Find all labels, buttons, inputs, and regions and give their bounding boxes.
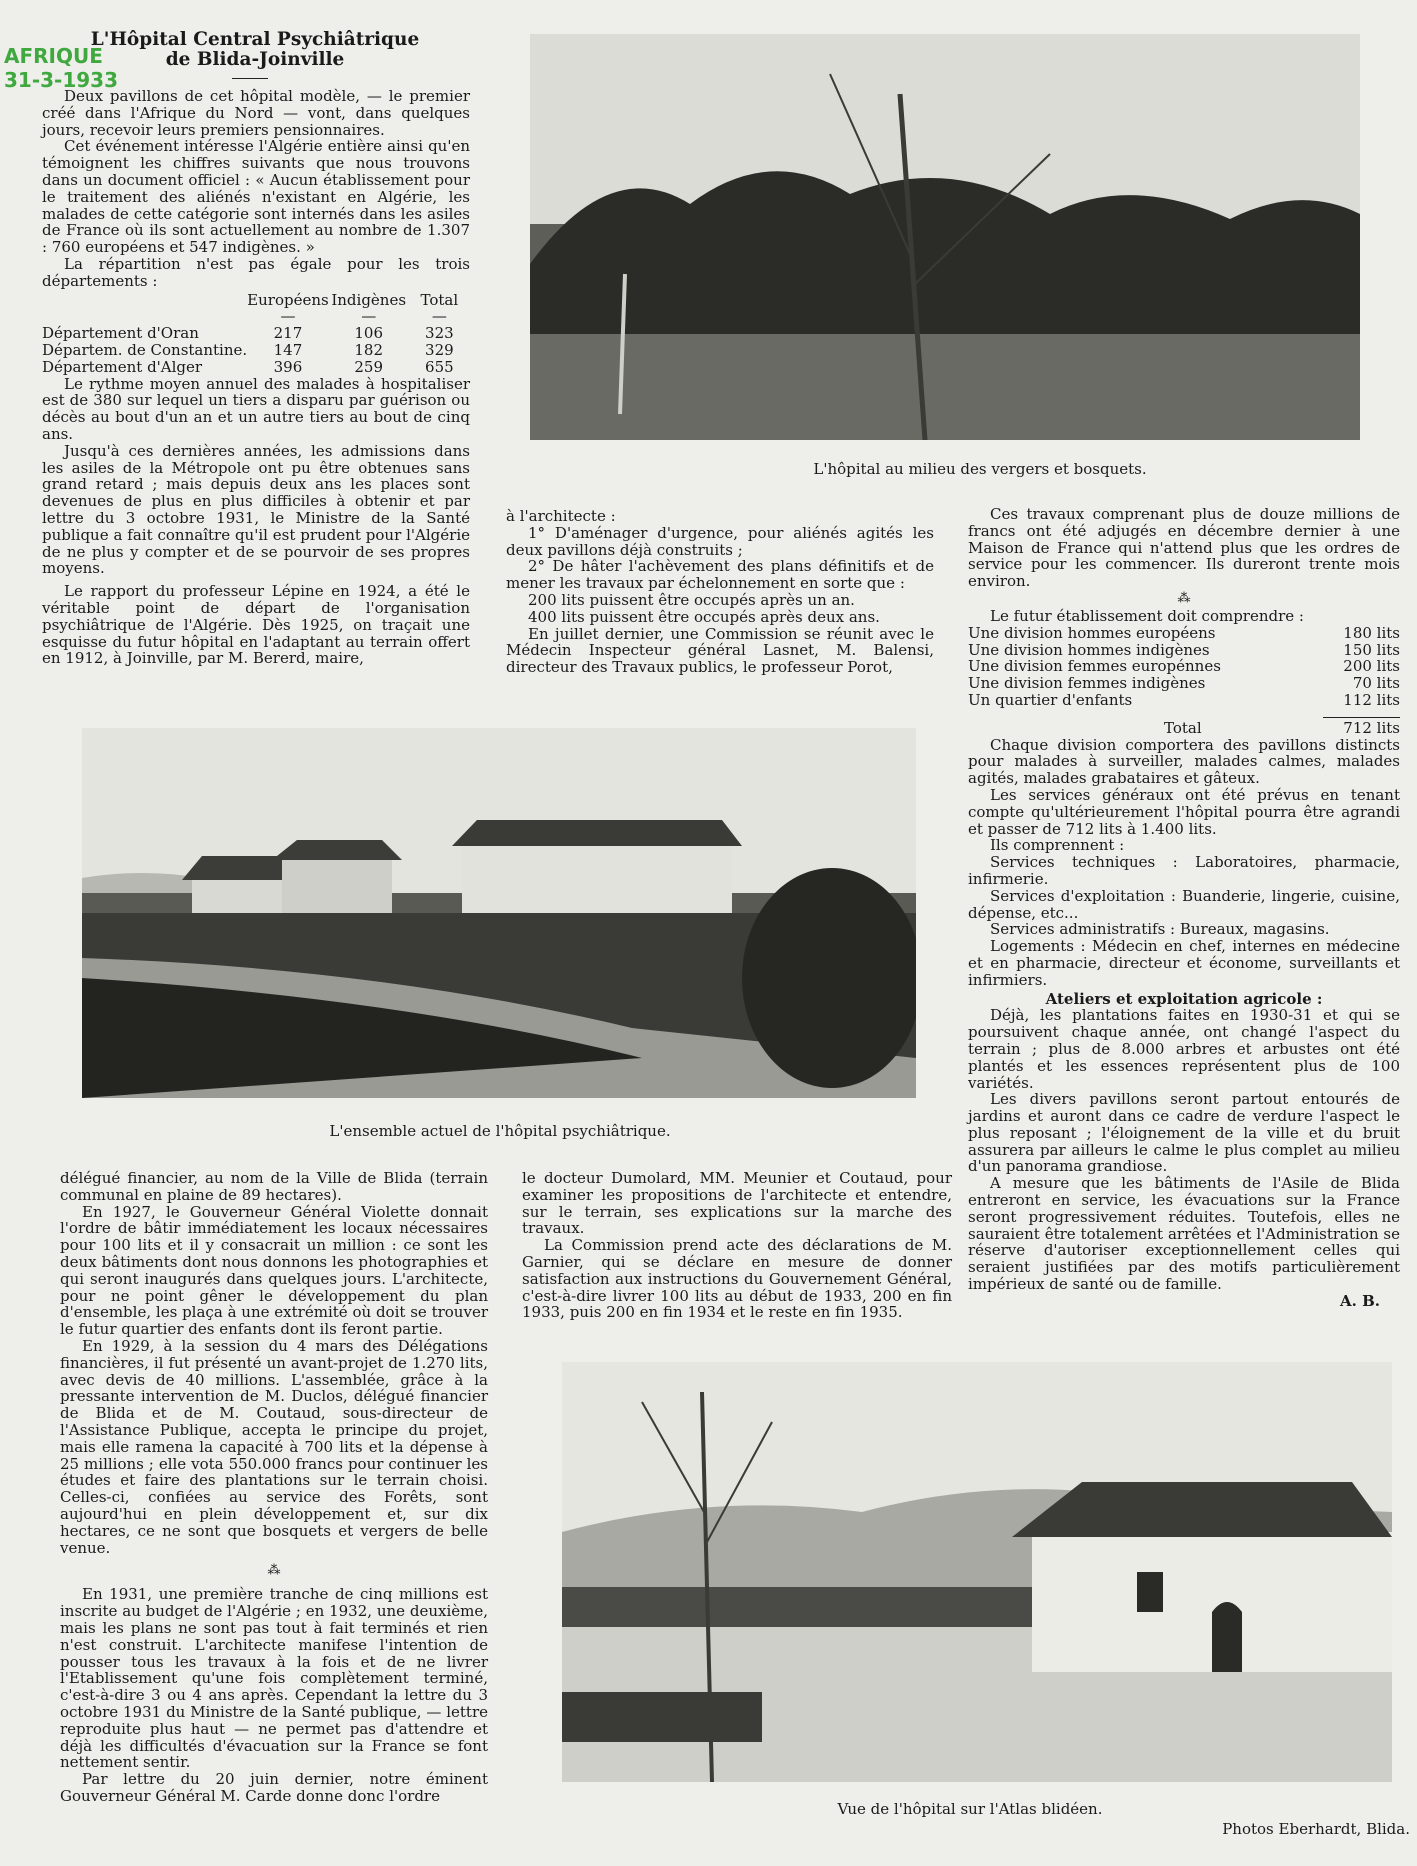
row-label: Départem. de Constantine. (42, 340, 248, 359)
table-header: Indigènes (331, 290, 407, 309)
beds-row (968, 625, 1400, 642)
column-1 (42, 88, 470, 667)
beds-label: Un quartier d'enfants (968, 690, 1133, 709)
paragraph: A mesure que les bâtiments de l'Asile de Blida entreront en service, les évacuations sur la France seront progressivement réduites. Toutefois, elles ne sauraient être totalement arrêtées et l'Administration se réserve d'autoriser exceptionnellement celles qui seraient justifiées par des motifs particulièrement impérieux de santé ou de famille. (968, 1174, 1400, 1294)
beds-label: Une division femmes europénnes (968, 657, 1221, 676)
paragraph: Logements : Médecin en chef, internes en médecine et en pharmacie, directeur et économe, surveillants et infirmiers. (968, 937, 1400, 989)
paragraph: Deux pavillons de cet hôpital modèle, — le premier créé dans l'Afrique du Nord — vont, dans quelques jours, recevoir leurs premiers pensionnaires. (42, 87, 470, 139)
list-item: 1° D'aménager d'urgence, pour aliénés agités les deux pavillons déjà construits ; (506, 523, 934, 559)
orchard-photo-caption: L'hôpital au milieu des vergers et bosquets. (813, 460, 1147, 478)
paragraph: Services administratifs : Bureaux, magasins. (990, 920, 1330, 939)
paragraph: 400 lits puissent être occupés après deux ans. (528, 607, 880, 626)
beds-total-row (968, 720, 1400, 737)
paragraph: Ces travaux comprenant plus de douze millions de francs ont été adjugés en décembre dernier à une Maison de France qui n'attend plus que les ordres de service pour les commencer. Ils dureront trente mois environ. (968, 505, 1400, 591)
beds-row (968, 692, 1400, 709)
cell: 329 (425, 340, 454, 359)
table-row (42, 325, 470, 342)
section-separator: ⁂ (267, 1563, 281, 1579)
beds-value: 112 lits (1343, 690, 1400, 709)
paragraph: Le futur établissement doit comprendre : (990, 606, 1304, 625)
beds-value: 70 lits (1352, 674, 1400, 693)
beds-value: 200 lits (1343, 657, 1400, 676)
paragraph: délégué financier, au nom de la Ville de Blida (terrain communal en plaine de 89 hectares). (60, 1169, 488, 1204)
beds-list (968, 625, 1400, 737)
article-title (80, 30, 430, 70)
departments-table: Européens Indigènes Total — — — Département d'Oran 217 106 323 Départem. de Constantine. 147 182 329 Département d'Alger 396 259 655 (42, 292, 470, 376)
beds-row (968, 658, 1400, 675)
paragraph: En juillet dernier, une Commission se réunit avec le Médecin Inspecteur général Lasnet, M. Balensi, directeur des Travaux publics, le professeur Porot, (506, 624, 934, 677)
paragraph: La Commission prend acte des déclarations de M. Garnier, qui se déclare en mesure de donner satisfaction aux instructions du Gouvernement Général, c'est-à-dire livrer 100 lits au début de 1933, 200 en fin 1933, puis 200 en fin 1934 et le reste en fin 1935. (522, 1236, 952, 1322)
paragraph: Le rythme moyen annuel des malades à hospitaliser est de 380 sur lequel un tiers a disparu par guérison ou décès au bout d'un an et un autre tiers au bout de cinq ans. (42, 374, 470, 443)
paragraph: Les divers pavillons seront partout entourés de jardins et auront dans ce cadre de verdure l'aspect le plus reposant ; l'éloignement de la ville et du bruit assurera par ailleurs le calme le plus complet au milieu d'un panorama grandiose. (968, 1090, 1400, 1176)
column-3 (968, 506, 1400, 1310)
hospital-ensemble-photo (82, 728, 916, 1098)
paragraph: En 1931, une première tranche de cinq millions est inscrite au budget de l'Algérie ; en 1932, une deuxième, mais les plans ne sont pas tout à fait terminés et rien n'est construit. L'architecte manifese l'intention de pousser tous les travaux à la fois et de ne livrer l'Etablissement qu'une fois complètement terminé, c'est-à-dire 3 ou 4 ans après. Cependant la lettre du 3 octobre 1931 du Ministre de la Santé publique, — lettre reproduite plus haut — ne permet pas d'attendre et déjà les difficultés d'évacuation sur la France se font nettement sentir. (60, 1585, 488, 1772)
beds-label: Une division femmes indigènes (968, 674, 1206, 693)
cell: 106 (354, 324, 384, 343)
table-header: Total (420, 290, 459, 309)
cell: 217 (273, 324, 303, 343)
atlas-view-caption: Vue de l'hôpital sur l'Atlas blidéen. (837, 1800, 1103, 1818)
section-heading: Ateliers et exploitation agricole : (1045, 989, 1323, 1008)
beds-value: 150 lits (1343, 640, 1400, 659)
table-header: Européens (247, 290, 329, 309)
paragraph: Le rapport du professeur Lépine en 1924, a été le véritable point de départ de l'organisation psychiâtrique de l'Algérie. Dès 1925, on traçait une esquisse du futur hôpital en l'adaptant au terrain offert en 1912, à Joinville, par M. Bererd, maire, (42, 582, 470, 668)
table-header-row (42, 292, 470, 309)
stamp-date: 31-3-1933 (4, 68, 119, 92)
table-row (42, 342, 470, 359)
column-2 (506, 508, 934, 676)
beds-total-label: Total (1164, 718, 1202, 737)
stamp-source: AFRIQUE (4, 44, 103, 68)
orchard-photo (530, 34, 1360, 440)
paragraph: Ils comprennent : (990, 836, 1125, 855)
cell: 655 (425, 357, 454, 376)
paragraph: Jusqu'à ces dernières années, les admissions dans les asiles de la Métropole ont pu être obtenues sans grand retard ; mais depuis deux ans les places sont devenues de plus en plus difficiles à obtenir et par lettre du 3 octobre 1931, le Ministre de la Santé publique a fait connaître qu'il est prudent pour l'Algérie de ne plus y compter et de se pourvoir de ses propres moyens. (42, 441, 470, 578)
row-label: Département d'Oran (42, 324, 199, 343)
column-4 (60, 1170, 488, 1805)
list-item: 2° De hâter l'achèvement des plans définitifs et de mener les travaux par échelonnement en sorte que : (506, 557, 934, 593)
title-rule (232, 78, 268, 79)
paragraph: Par lettre du 20 juin dernier, notre éminent Gouverneur Général M. Carde donne donc l'ordre (60, 1770, 488, 1805)
table-row (42, 359, 470, 376)
atlas-view-photo (562, 1362, 1392, 1782)
cell: 259 (354, 357, 384, 376)
paragraph: le docteur Dumolard, MM. Meunier et Coutaud, pour examiner les propositions de l'architecte et entendre, sur le terrain, ses explications sur la marche des travaux. (522, 1169, 952, 1238)
paragraph: Cet événement intéresse l'Algérie entière ainsi qu'en témoignent les chiffres suivants que nous trouvons dans un document officiel : « Aucun établissement pour le traitement des aliénés n'existant en Algérie, les malades de cette catégorie sont internés dans les asiles de France où ils sont actuellement au nombre de 1.307 : 760 européens et 547 indigènes. » (42, 137, 470, 257)
beds-label: Une division hommes indigènes (968, 640, 1210, 659)
cell: 323 (425, 324, 454, 343)
paragraph: En 1927, le Gouverneur Général Violette donnait l'ordre de bâtir immédiatement les locaux nécessaires pour 100 lits et il y consacrait un million : ce sont les deux bâtiments dont nous donnons les photographies et qui seront inaugurés dans quelques jours. L'architecte, pour ne point gêner le développement du plan d'ensemble, les plaça à une extrémité où doit se trouver le futur quartier des enfants dont ils feront partie. (60, 1202, 488, 1339)
beds-row (968, 675, 1400, 692)
photo-credit: Photos Eberhardt, Blida. (1222, 1820, 1410, 1838)
hospital-ensemble-caption: L'ensemble actuel de l'hôpital psychiâtrique. (329, 1122, 671, 1140)
title-line-1: L'Hôpital Central Psychiâtrique (90, 29, 420, 50)
title-line-2: de Blida-Joinville (165, 49, 345, 70)
cell: 182 (354, 340, 384, 359)
section-separator: ⁂ (1177, 590, 1191, 606)
paragraph: En 1929, à la session du 4 mars des Délégations financières, il fut présenté un avant-projet de 1.270 lits, avec devis de 40 millions. L'assemblée, grâce à la pressante intervention de M. Duclos, délégué financier de Blida et de M. Coutaud, sous-directeur de l'Assistance Publique, accepta le principe du projet, mais elle ramena la capacité à 700 lits et la dépense à 25 millions ; elle vota 550.000 francs pour continuer les études et faire des plantations sur le terrain choisi. Celles-ci, confiées au service des Forêts, sont aujourd'hui en plein développement et, sur dix hectares, ce ne sont que bosquets et vergers de belle venue. (60, 1336, 488, 1557)
paragraph: Chaque division comportera des pavillons distincts pour malades à surveiller, malades calmes, malades agités, malades grabataires et gâteux. (968, 735, 1400, 788)
beds-value: 180 lits (1343, 623, 1400, 642)
paragraph: Services d'exploitation : Buanderie, lingerie, cuisine, dépense, etc... (968, 886, 1400, 922)
cell: 147 (273, 340, 303, 359)
beds-row (968, 642, 1400, 659)
beds-label: Une division hommes européens (968, 623, 1216, 642)
paragraph: 200 lits puissent être occupés après un an. (528, 590, 855, 609)
paragraph: Les services généraux ont été prévus en tenant compte qu'ultérieurement l'hôpital pourra être agrandi et passer de 712 lits à 1.400 lits. (968, 785, 1400, 838)
beds-total-value: 712 lits (1343, 718, 1400, 737)
signature: A. B. (1340, 1291, 1380, 1310)
cell: 396 (273, 357, 303, 376)
paragraph: Services techniques : Laboratoires, pharmacie, infirmerie. (968, 853, 1400, 888)
column-5 (522, 1170, 952, 1321)
paragraph: Déjà, les plantations faites en 1930-31 et qui se poursuivent chaque année, ont changé l'aspect du terrain ; plus de 8.000 arbres et arbustes ont été plantés et les essences représentent plus de 100 variétés. (968, 1006, 1400, 1092)
row-label: Département d'Alger (42, 357, 203, 376)
paragraph: La répartition n'est pas égale pour les trois départements : (42, 254, 470, 290)
paragraph: à l'architecte : (506, 507, 616, 525)
